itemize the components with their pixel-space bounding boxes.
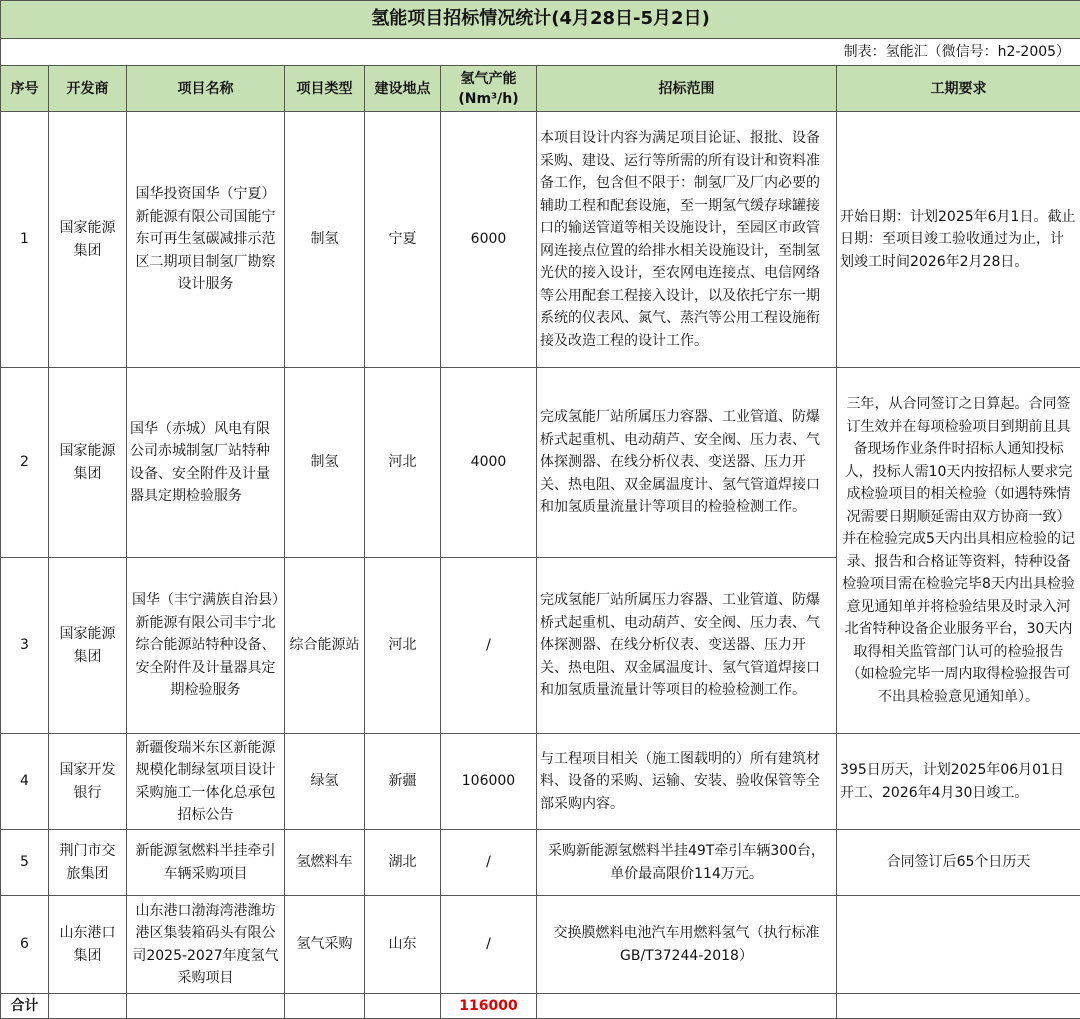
table-row: [1, 368, 1080, 558]
row-capacity: 4000: [441, 368, 537, 558]
row-scope: 完成氢能厂站所属压力容器、工业管道、防爆桥式起重机、电动葫芦、安全阀、压力表、气体探测器、在线分析仪表、变送器、压力开关、热电阻、双金属温度计、氢气管道焊接口和加氢质量流量计等项目的检验检测工作。: [537, 368, 837, 558]
row-capacity: 106000: [441, 734, 537, 830]
row-scope: 本项目设计内容为满足项目论证、报批、设备采购、建设、运行等所需的所有设计和资料准备工作，包含但不限于：制氢厂及厂内必要的辅助工程和配套设施，至一期氢气缓存球罐接口的输送管道等相关设施设计，至园区市政管网连接点位置的给排水相关设施设计，至制氢光伏的接入设计，至农网电连接点、电信网络等公用配套工程接入设计，以及依托宁东一期系统的仪表风、氮气、蒸汽等公用工程设施衔接及改造工程的设计工作。: [537, 112, 837, 368]
row-type: 综合能源站: [285, 558, 365, 734]
header-row: [1, 66, 1080, 112]
row-project: 国华投资国华（宁夏）新能源有限公司国能宁东可再生氢碳减排示范区二期项目制氢厂勘察设计服务: [127, 112, 285, 368]
row-project: 国华（赤城）风电有限公司赤城制氢厂站特种设备、安全附件及计量器具定期检验服务: [127, 368, 285, 558]
header-no: 序号: [1, 66, 49, 112]
table-title: 氢能项目招标情况统计(4月28日-5月2日): [1, 1, 1080, 39]
row-type: 制氢: [285, 368, 365, 558]
total-empty-cell: [127, 994, 285, 1019]
row-developer: 荆门市交旅集团: [49, 830, 127, 896]
row-developer: 国家能源集团: [49, 368, 127, 558]
table-row: [1, 896, 1080, 994]
row-no: 2: [1, 368, 49, 558]
row-type: 制氢: [285, 112, 365, 368]
row-location: 河北: [365, 558, 441, 734]
row-no: 1: [1, 112, 49, 368]
total-empty-cell: [537, 994, 837, 1019]
row-project: 国华（丰宁满族自治县）新能源有限公司丰宁北综合能源站特种设备、安全附件及计量器具定期检验服务: [127, 558, 285, 734]
row-project: 山东港口渤海湾港潍坊港区集装箱码头有限公司2025-2027年度氢气采购项目: [127, 896, 285, 994]
row-schedule: 合同签订后65个日历天: [837, 830, 1080, 896]
row-capacity: /: [441, 558, 537, 734]
row-project: 新能源氢燃料半挂牵引车辆采购项目: [127, 830, 285, 896]
header-capacity: [441, 66, 537, 112]
total-empty-cell: [365, 994, 441, 1019]
total-row: [1, 994, 1080, 1019]
row-scope: 交换膜燃料电池汽车用燃料氢气（执行标准GB/T37244-2018）: [537, 896, 837, 994]
row-schedule: 开始日期：计划2025年6月1日。截止日期：至项目竣工验收通过为止，计划竣工时间2026年2月28日。: [837, 112, 1080, 368]
row-capacity: /: [441, 896, 537, 994]
header-schedule: 工期要求: [837, 66, 1080, 112]
row-location: 新疆: [365, 734, 441, 830]
row-location: 河北: [365, 368, 441, 558]
row-scope: 与工程项目相关（施工图载明的）所有建筑材料、设备的采购、运输、安装、验收保管等全部采购内容。: [537, 734, 837, 830]
row-schedule: 395日历天，计划2025年06月01日开工、2026年4月30日竣工。: [837, 734, 1080, 830]
row-location: 宁夏: [365, 112, 441, 368]
row-no: 4: [1, 734, 49, 830]
row-schedule: [837, 896, 1080, 994]
row-developer: 山东港口集团: [49, 896, 127, 994]
table-credit: 制表：氢能汇（微信号：h2-2005）: [1, 39, 1080, 66]
header-location: 建设地点: [365, 66, 441, 112]
total-empty-cell: [49, 994, 127, 1019]
row-type: 绿氢: [285, 734, 365, 830]
total-empty-cell: [837, 994, 1080, 1019]
header-capacity-label: 氢气产能: [460, 70, 517, 87]
header-scope: 招标范围: [537, 66, 837, 112]
header-type: 项目类型: [285, 66, 365, 112]
row-type: 氢气采购: [285, 896, 365, 994]
row-scope: 完成氢能厂站所属压力容器、工业管道、防爆桥式起重机、电动葫芦、安全阀、压力表、气体探测器、在线分析仪表、变送器、压力开关、热电阻、双金属温度计、氢气管道焊接口和加氢质量流量计等项目的检验检测工作。: [537, 558, 837, 734]
header-capacity-unit: (Nm³/h): [458, 90, 519, 107]
total-capacity: 116000: [441, 994, 537, 1019]
row-developer: 国家能源集团: [49, 112, 127, 368]
row-capacity: /: [441, 830, 537, 896]
row-schedule-merged: 三年，从合同签订之日算起。合同签订生效并在每项检验项目到期前且具备现场作业条件时招标人通知投标人，投标人需10天内按招标人要求完成检验项目的相关检验（如遇特殊情况需要日期顺延需由双方协商一致）并在检验完成5天内出具相应检验的记录、报告和合格证等资料，特种设备检验项目需在检验完毕8天内出具检验意见通知单并将检验结果及时录入河北省特种设备企业服务平台，30天内取得相关监管部门认可的检验报告（如检验完毕一周内取得检验报告可不出具检验意见通知单）。: [837, 368, 1080, 734]
total-empty-cell: [285, 994, 365, 1019]
row-project: 新疆俊瑞米东区新能源规模化制绿氢项目设计采购施工一体化总承包招标公告: [127, 734, 285, 830]
row-location: 山东: [365, 896, 441, 994]
row-developer: 国家开发银行: [49, 734, 127, 830]
row-type: 氢燃料车: [285, 830, 365, 896]
header-developer: 开发商: [49, 66, 127, 112]
row-location: 湖北: [365, 830, 441, 896]
row-no: 3: [1, 558, 49, 734]
table-row: [1, 734, 1080, 830]
row-no: 6: [1, 896, 49, 994]
table-row: [1, 830, 1080, 896]
row-developer: 国家能源集团: [49, 558, 127, 734]
table-row: [1, 112, 1080, 368]
header-project: 项目名称: [127, 66, 285, 112]
row-no: 5: [1, 830, 49, 896]
row-scope: 采购新能源氢燃料半挂49T牵引车辆300台，单价最高限价114万元。: [537, 830, 837, 896]
row-capacity: 6000: [441, 112, 537, 368]
total-label: 合计: [1, 994, 49, 1019]
